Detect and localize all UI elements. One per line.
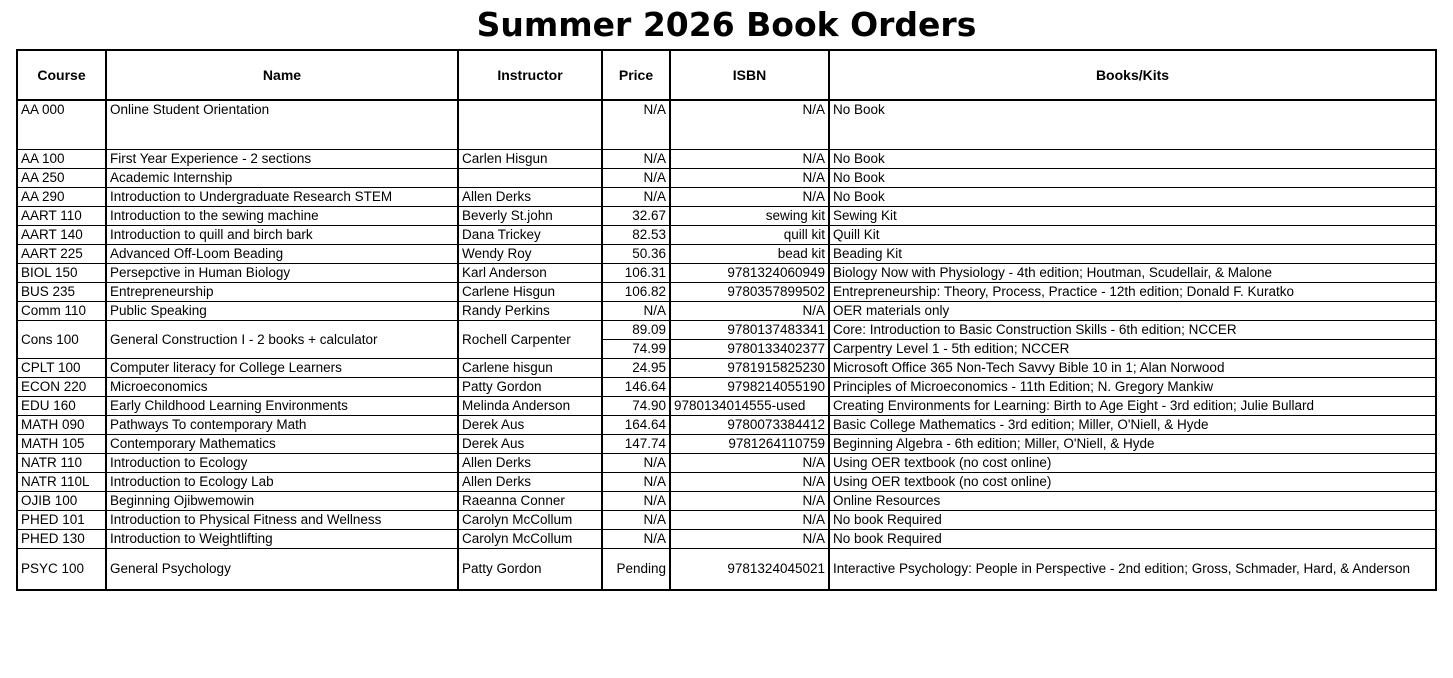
table-row [17, 454, 1436, 473]
books-cell[interactable]: Carpentry Level 1 - 5th edition; NCCER [829, 340, 1436, 359]
instructor-cell[interactable]: Patty Gordon [458, 378, 602, 397]
isbn-cell[interactable]: bead kit [670, 245, 829, 264]
instructor-cell[interactable] [458, 169, 602, 188]
price-cell[interactable]: 74.99 [602, 340, 670, 359]
books-cell[interactable]: Quill Kit [829, 226, 1436, 245]
books-cell[interactable]: Core: Introduction to Basic Construction Skills - 6th edition; NCCER [829, 321, 1436, 340]
instructor-cell[interactable]: Carlen Hisgun [458, 150, 602, 169]
price-cell[interactable]: N/A [602, 188, 670, 207]
course-cell[interactable]: PSYC 100 [17, 549, 106, 591]
table-row [17, 530, 1436, 549]
name-cell[interactable]: Online Student Orientation [106, 100, 458, 150]
instructor-cell[interactable] [458, 100, 602, 150]
course-cell[interactable]: ECON 220 [17, 378, 106, 397]
instructor-cell[interactable]: Derek Aus [458, 416, 602, 435]
isbn-cell[interactable]: 9798214055190 [670, 378, 829, 397]
price-cell[interactable]: 24.95 [602, 359, 670, 378]
instructor-cell[interactable]: Randy Perkins [458, 302, 602, 321]
isbn-cell[interactable]: N/A [670, 150, 829, 169]
name-cell[interactable]: Pathways To contemporary Math [106, 416, 458, 435]
table-row [17, 150, 1436, 169]
isbn-cell[interactable]: N/A [670, 511, 829, 530]
course-cell[interactable]: AA 000 [17, 100, 106, 150]
table-row [17, 226, 1436, 245]
table-row [17, 473, 1436, 492]
books-cell[interactable]: No Book [829, 169, 1436, 188]
course-cell[interactable]: AA 290 [17, 188, 106, 207]
name-cell[interactable]: Persepctive in Human Biology [106, 264, 458, 283]
instructor-cell[interactable]: Patty Gordon [458, 549, 602, 591]
price-cell[interactable]: N/A [602, 511, 670, 530]
column-header-instructor[interactable]: Instructor [458, 50, 602, 100]
name-cell[interactable]: Early Childhood Learning Environments [106, 397, 458, 416]
column-header-price[interactable]: Price [602, 50, 670, 100]
price-cell[interactable]: N/A [602, 530, 670, 549]
books-cell[interactable]: No Book [829, 100, 1436, 150]
name-cell[interactable]: Introduction to Physical Fitness and Wellness [106, 511, 458, 530]
instructor-cell[interactable]: Allen Derks [458, 188, 602, 207]
name-cell[interactable]: Microeconomics [106, 378, 458, 397]
price-cell[interactable]: N/A [602, 454, 670, 473]
course-cell[interactable]: AART 110 [17, 207, 106, 226]
price-cell[interactable]: N/A [602, 492, 670, 511]
page-title: Summer 2026 Book Orders [476, 5, 977, 44]
isbn-cell[interactable]: N/A [670, 530, 829, 549]
instructor-cell[interactable]: Carlene hisgun [458, 359, 602, 378]
instructor-cell[interactable]: Allen Derks [458, 473, 602, 492]
books-cell[interactable]: No Book [829, 150, 1436, 169]
price-cell[interactable]: N/A [602, 302, 670, 321]
price-cell[interactable]: 32.67 [602, 207, 670, 226]
course-cell[interactable]: Cons 100 [17, 321, 106, 359]
isbn-cell[interactable]: sewing kit [670, 207, 829, 226]
course-cell[interactable]: NATR 110L [17, 473, 106, 492]
isbn-cell[interactable]: N/A [670, 454, 829, 473]
instructor-cell[interactable]: Rochell Carpenter [458, 321, 602, 359]
course-cell[interactable]: MATH 090 [17, 416, 106, 435]
books-cell[interactable]: Creating Environments for Learning: Birth to Age Eight - 3rd edition; Julie Bullard [829, 397, 1436, 416]
instructor-cell[interactable]: Derek Aus [458, 435, 602, 454]
name-cell[interactable]: Introduction to Undergraduate Research STEM [106, 188, 458, 207]
books-cell[interactable]: Microsoft Office 365 Non-Tech Savvy Bible 10 in 1; Alan Norwood [829, 359, 1436, 378]
table-row [17, 264, 1436, 283]
books-cell[interactable]: No book Required [829, 511, 1436, 530]
price-cell[interactable]: Pending [602, 549, 670, 591]
price-cell[interactable]: N/A [602, 169, 670, 188]
isbn-cell[interactable]: 9780357899502 [670, 283, 829, 302]
course-cell[interactable]: NATR 110 [17, 454, 106, 473]
table-row [17, 100, 1436, 150]
course-cell[interactable]: EDU 160 [17, 397, 106, 416]
book-orders-table [16, 49, 1437, 591]
course-cell[interactable]: CPLT 100 [17, 359, 106, 378]
isbn-cell[interactable]: 9781915825230 [670, 359, 829, 378]
price-cell[interactable]: 146.64 [602, 378, 670, 397]
table-row [17, 549, 1436, 591]
books-cell[interactable]: Basic College Mathematics - 3rd edition; Miller, O'Niell, & Hyde [829, 416, 1436, 435]
course-cell[interactable]: PHED 101 [17, 511, 106, 530]
price-cell[interactable]: 106.31 [602, 264, 670, 283]
course-cell[interactable]: OJIB 100 [17, 492, 106, 511]
name-cell[interactable]: Beginning Ojibwemowin [106, 492, 458, 511]
books-cell[interactable]: Interactive Psychology: People in Perspective - 2nd edition; Gross, Schmader, Hard, & Anderson [829, 549, 1436, 591]
name-cell[interactable]: General Psychology [106, 549, 458, 591]
books-cell[interactable]: Principles of Microeconomics - 11th Edition; N. Gregory Mankiw [829, 378, 1436, 397]
table-row [17, 359, 1436, 378]
table-row [17, 511, 1436, 530]
name-cell[interactable]: Introduction to Ecology [106, 454, 458, 473]
name-cell[interactable]: Introduction to the sewing machine [106, 207, 458, 226]
name-cell[interactable]: Entrepreneurship [106, 283, 458, 302]
instructor-cell[interactable]: Karl Anderson [458, 264, 602, 283]
books-cell[interactable]: Sewing Kit [829, 207, 1436, 226]
name-cell[interactable]: Introduction to quill and birch bark [106, 226, 458, 245]
books-cell[interactable]: Biology Now with Physiology - 4th edition; Houtman, Scudellair, & Malone [829, 264, 1436, 283]
books-cell[interactable]: Beading Kit [829, 245, 1436, 264]
table-row [17, 397, 1436, 416]
course-cell[interactable]: MATH 105 [17, 435, 106, 454]
isbn-cell[interactable]: quill kit [670, 226, 829, 245]
table-row [17, 302, 1436, 321]
instructor-cell[interactable]: Carolyn McCollum [458, 530, 602, 549]
name-cell[interactable]: Computer literacy for College Learners [106, 359, 458, 378]
isbn-cell[interactable]: 9781324060949 [670, 264, 829, 283]
isbn-cell[interactable]: 9781264110759 [670, 435, 829, 454]
course-cell[interactable]: AA 250 [17, 169, 106, 188]
price-cell[interactable]: 89.09 [602, 321, 670, 340]
table-row [17, 492, 1436, 511]
isbn-cell[interactable]: N/A [670, 492, 829, 511]
instructor-cell[interactable]: Beverly St.john [458, 207, 602, 226]
instructor-cell[interactable]: Wendy Roy [458, 245, 602, 264]
price-cell[interactable]: 164.64 [602, 416, 670, 435]
price-cell[interactable]: N/A [602, 150, 670, 169]
table-row [17, 188, 1436, 207]
table-row [17, 378, 1436, 397]
isbn-cell[interactable]: N/A [670, 169, 829, 188]
table-row [17, 416, 1436, 435]
table-row [17, 169, 1436, 188]
table-row [17, 321, 1436, 340]
course-cell[interactable]: Comm 110 [17, 302, 106, 321]
price-cell[interactable]: 106.82 [602, 283, 670, 302]
books-cell[interactable]: Online Resources [829, 492, 1436, 511]
isbn-cell[interactable]: 9780137483341 [670, 321, 829, 340]
isbn-cell[interactable]: 9781324045021 [670, 549, 829, 591]
table-row [17, 283, 1436, 302]
header-row [17, 50, 1436, 100]
books-cell[interactable]: No book Required [829, 530, 1436, 549]
isbn-cell[interactable]: 9780134014555-used [670, 397, 829, 416]
name-cell[interactable]: Academic Internship [106, 169, 458, 188]
instructor-cell[interactable]: Carolyn McCollum [458, 511, 602, 530]
isbn-cell[interactable]: 9780133402377 [670, 340, 829, 359]
name-cell[interactable]: Contemporary Mathematics [106, 435, 458, 454]
name-cell[interactable]: Introduction to Weightlifting [106, 530, 458, 549]
instructor-cell[interactable]: Carlene Hisgun [458, 283, 602, 302]
isbn-cell[interactable]: N/A [670, 302, 829, 321]
name-cell[interactable]: Advanced Off-Loom Beading [106, 245, 458, 264]
column-header-course[interactable]: Course [17, 50, 106, 100]
price-cell[interactable]: 82.53 [602, 226, 670, 245]
books-cell[interactable]: Using OER textbook (no cost online) [829, 473, 1436, 492]
instructor-cell[interactable]: Dana Trickey [458, 226, 602, 245]
column-header-name[interactable]: Name [106, 50, 458, 100]
price-cell[interactable]: 50.36 [602, 245, 670, 264]
isbn-cell[interactable]: N/A [670, 188, 829, 207]
column-header-books[interactable]: Books/Kits [829, 50, 1436, 100]
books-cell[interactable]: OER materials only [829, 302, 1436, 321]
isbn-cell[interactable]: N/A [670, 473, 829, 492]
course-cell[interactable]: AART 225 [17, 245, 106, 264]
course-cell[interactable]: PHED 130 [17, 530, 106, 549]
table-row [17, 435, 1436, 454]
name-cell[interactable]: General Construction I - 2 books + calculator [106, 321, 458, 359]
table-row [17, 245, 1436, 264]
books-cell[interactable]: No Book [829, 188, 1436, 207]
isbn-cell[interactable]: N/A [670, 100, 829, 150]
price-cell[interactable]: N/A [602, 100, 670, 150]
books-cell[interactable]: Using OER textbook (no cost online) [829, 454, 1436, 473]
course-cell[interactable]: BUS 235 [17, 283, 106, 302]
instructor-cell[interactable]: Raeanna Conner [458, 492, 602, 511]
price-cell[interactable]: N/A [602, 473, 670, 492]
books-cell[interactable]: Beginning Algebra - 6th edition; Miller, O'Niell, & Hyde [829, 435, 1436, 454]
price-cell[interactable]: 147.74 [602, 435, 670, 454]
table-row [17, 207, 1436, 226]
instructor-cell[interactable]: Melinda Anderson [458, 397, 602, 416]
name-cell[interactable]: Public Speaking [106, 302, 458, 321]
course-cell[interactable]: BIOL 150 [17, 264, 106, 283]
course-cell[interactable]: AART 140 [17, 226, 106, 245]
price-cell[interactable]: 74.90 [602, 397, 670, 416]
books-cell[interactable]: Entrepreneurship: Theory, Process, Practice - 12th edition; Donald F. Kuratko [829, 283, 1436, 302]
instructor-cell[interactable]: Allen Derks [458, 454, 602, 473]
name-cell[interactable]: Introduction to Ecology Lab [106, 473, 458, 492]
column-header-isbn[interactable]: ISBN [670, 50, 829, 100]
isbn-cell[interactable]: 9780073384412 [670, 416, 829, 435]
course-cell[interactable]: AA 100 [17, 150, 106, 169]
name-cell[interactable]: First Year Experience - 2 sections [106, 150, 458, 169]
